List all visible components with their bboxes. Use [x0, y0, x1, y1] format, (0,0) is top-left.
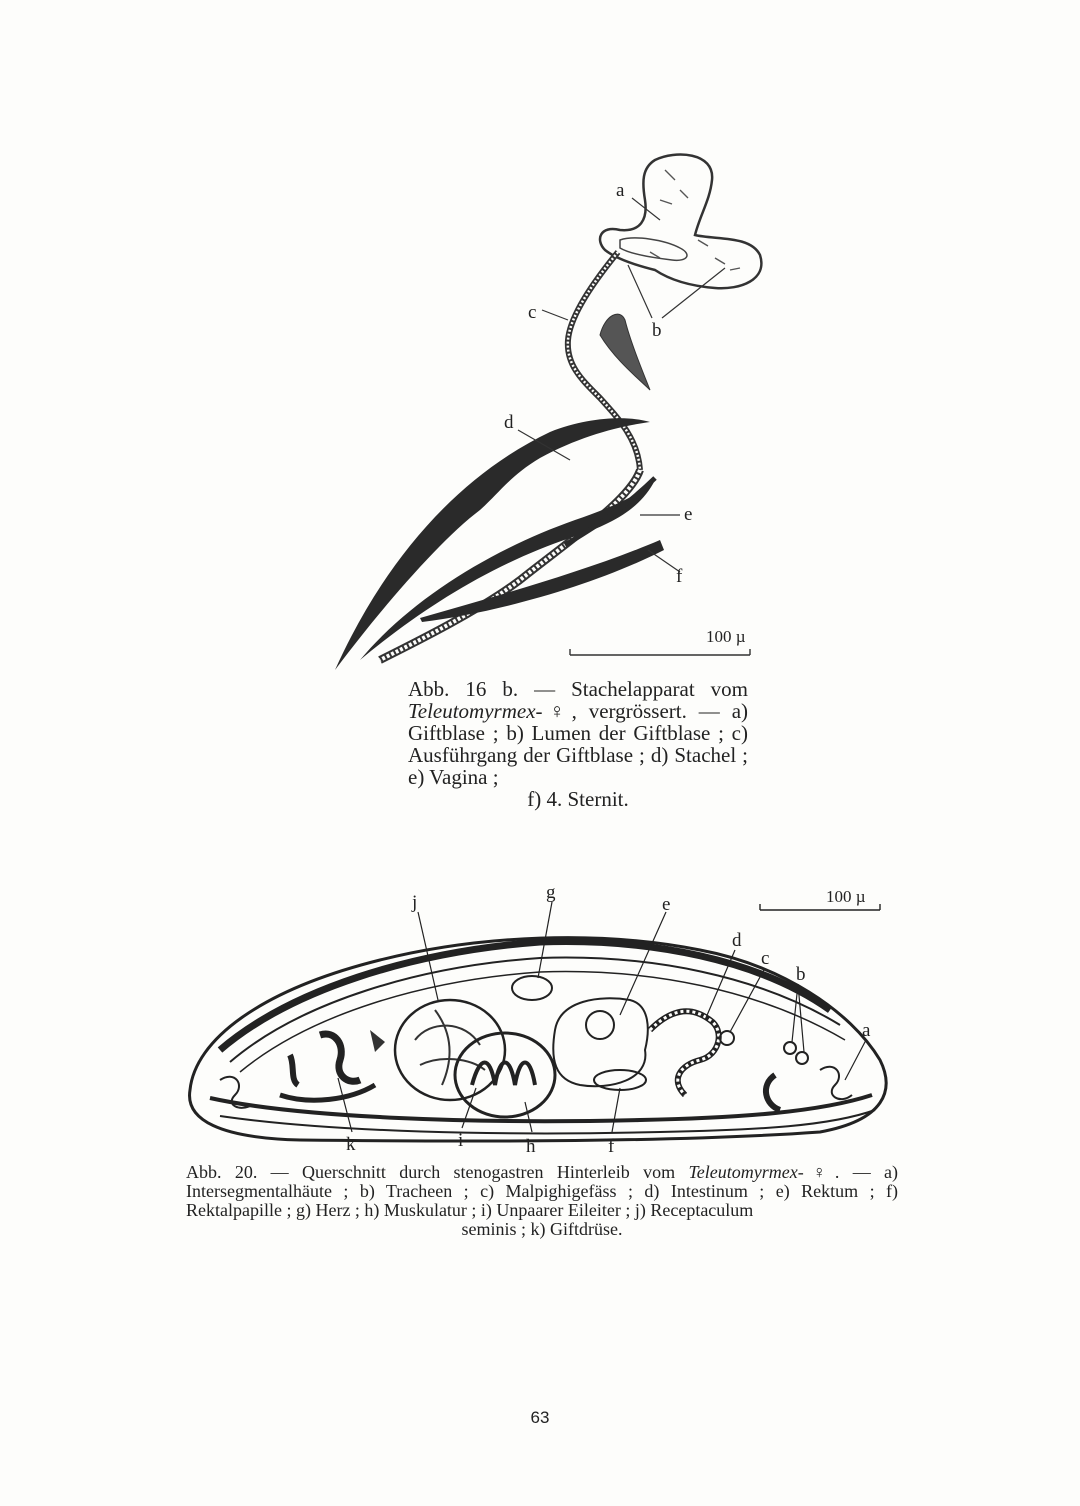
fig16-caption-items: a) Giftblase ; b) Lumen der Giftblase ; c) Ausführgang der Giftblase ; d) Stachel ; e) Vagina ;: [408, 699, 749, 789]
fig16-scale-bar: [570, 627, 750, 655]
figure-20-caption: [186, 1163, 898, 1239]
fig20-scale-label: 100 µ: [826, 887, 866, 906]
fig20-label-b: b: [796, 964, 806, 985]
fig20-label-d: d: [732, 930, 742, 951]
fig20-caption-after-species: . —: [834, 1162, 871, 1182]
fig20-caption-species: Teleutomyrmex-♀: [688, 1162, 835, 1182]
fig20-label-e: e: [662, 894, 671, 915]
fig20-label-c: c: [761, 948, 770, 969]
fig20-label-a: a: [862, 1020, 871, 1041]
fig16-label-c: c: [528, 302, 537, 323]
fig20-caption-prefix: Abb. 20. — Querschnitt durch stenogastren Hinterleib vom: [186, 1162, 676, 1182]
figure-16b-caption: [408, 678, 748, 810]
fig20-caption-items: a) Intersegmentalhäute ; b) Tracheen ; c) Malpighigefäss ; d) Intestinum ; e) Rektum ; f) Rektalpapille ; g) Herz ; h) Muskulatur ; i) Unpaarer Eileiter ; j) Receptaculum: [186, 1162, 899, 1220]
fig16-caption-last: f) 4. Sternit.: [527, 787, 629, 811]
fig20-scale-bar: [760, 887, 880, 910]
fig20-label-h: h: [526, 1136, 536, 1157]
fig16-scale-label: 100 µ: [706, 627, 746, 646]
fig20-label-k: k: [346, 1134, 356, 1155]
fig20-label-j: j: [412, 892, 418, 913]
fig16-label-f: f: [676, 566, 683, 587]
fig16-caption-prefix: Abb. 16 b. — Stachelapparat vom: [408, 677, 748, 701]
page-number: 63: [530, 1408, 550, 1427]
fig16-label-b: b: [652, 320, 662, 341]
fig20-label-f: f: [608, 1136, 615, 1157]
fig16-label-e: e: [684, 504, 693, 525]
figure-16b-illustration: [320, 140, 780, 680]
fig16-label-d: d: [504, 412, 514, 433]
fig16-caption-species: Teleutomyrmex-♀: [408, 699, 572, 723]
fig20-caption-last: seminis ; k) Giftdrüse.: [461, 1219, 623, 1239]
fig20-label-g: g: [546, 882, 556, 903]
fig16-caption-after-species: , vergrössert. —: [571, 699, 720, 723]
figure-20-illustration: [180, 880, 900, 1160]
fig20-label-i: i: [458, 1130, 464, 1151]
fig16-label-a: a: [616, 180, 625, 201]
